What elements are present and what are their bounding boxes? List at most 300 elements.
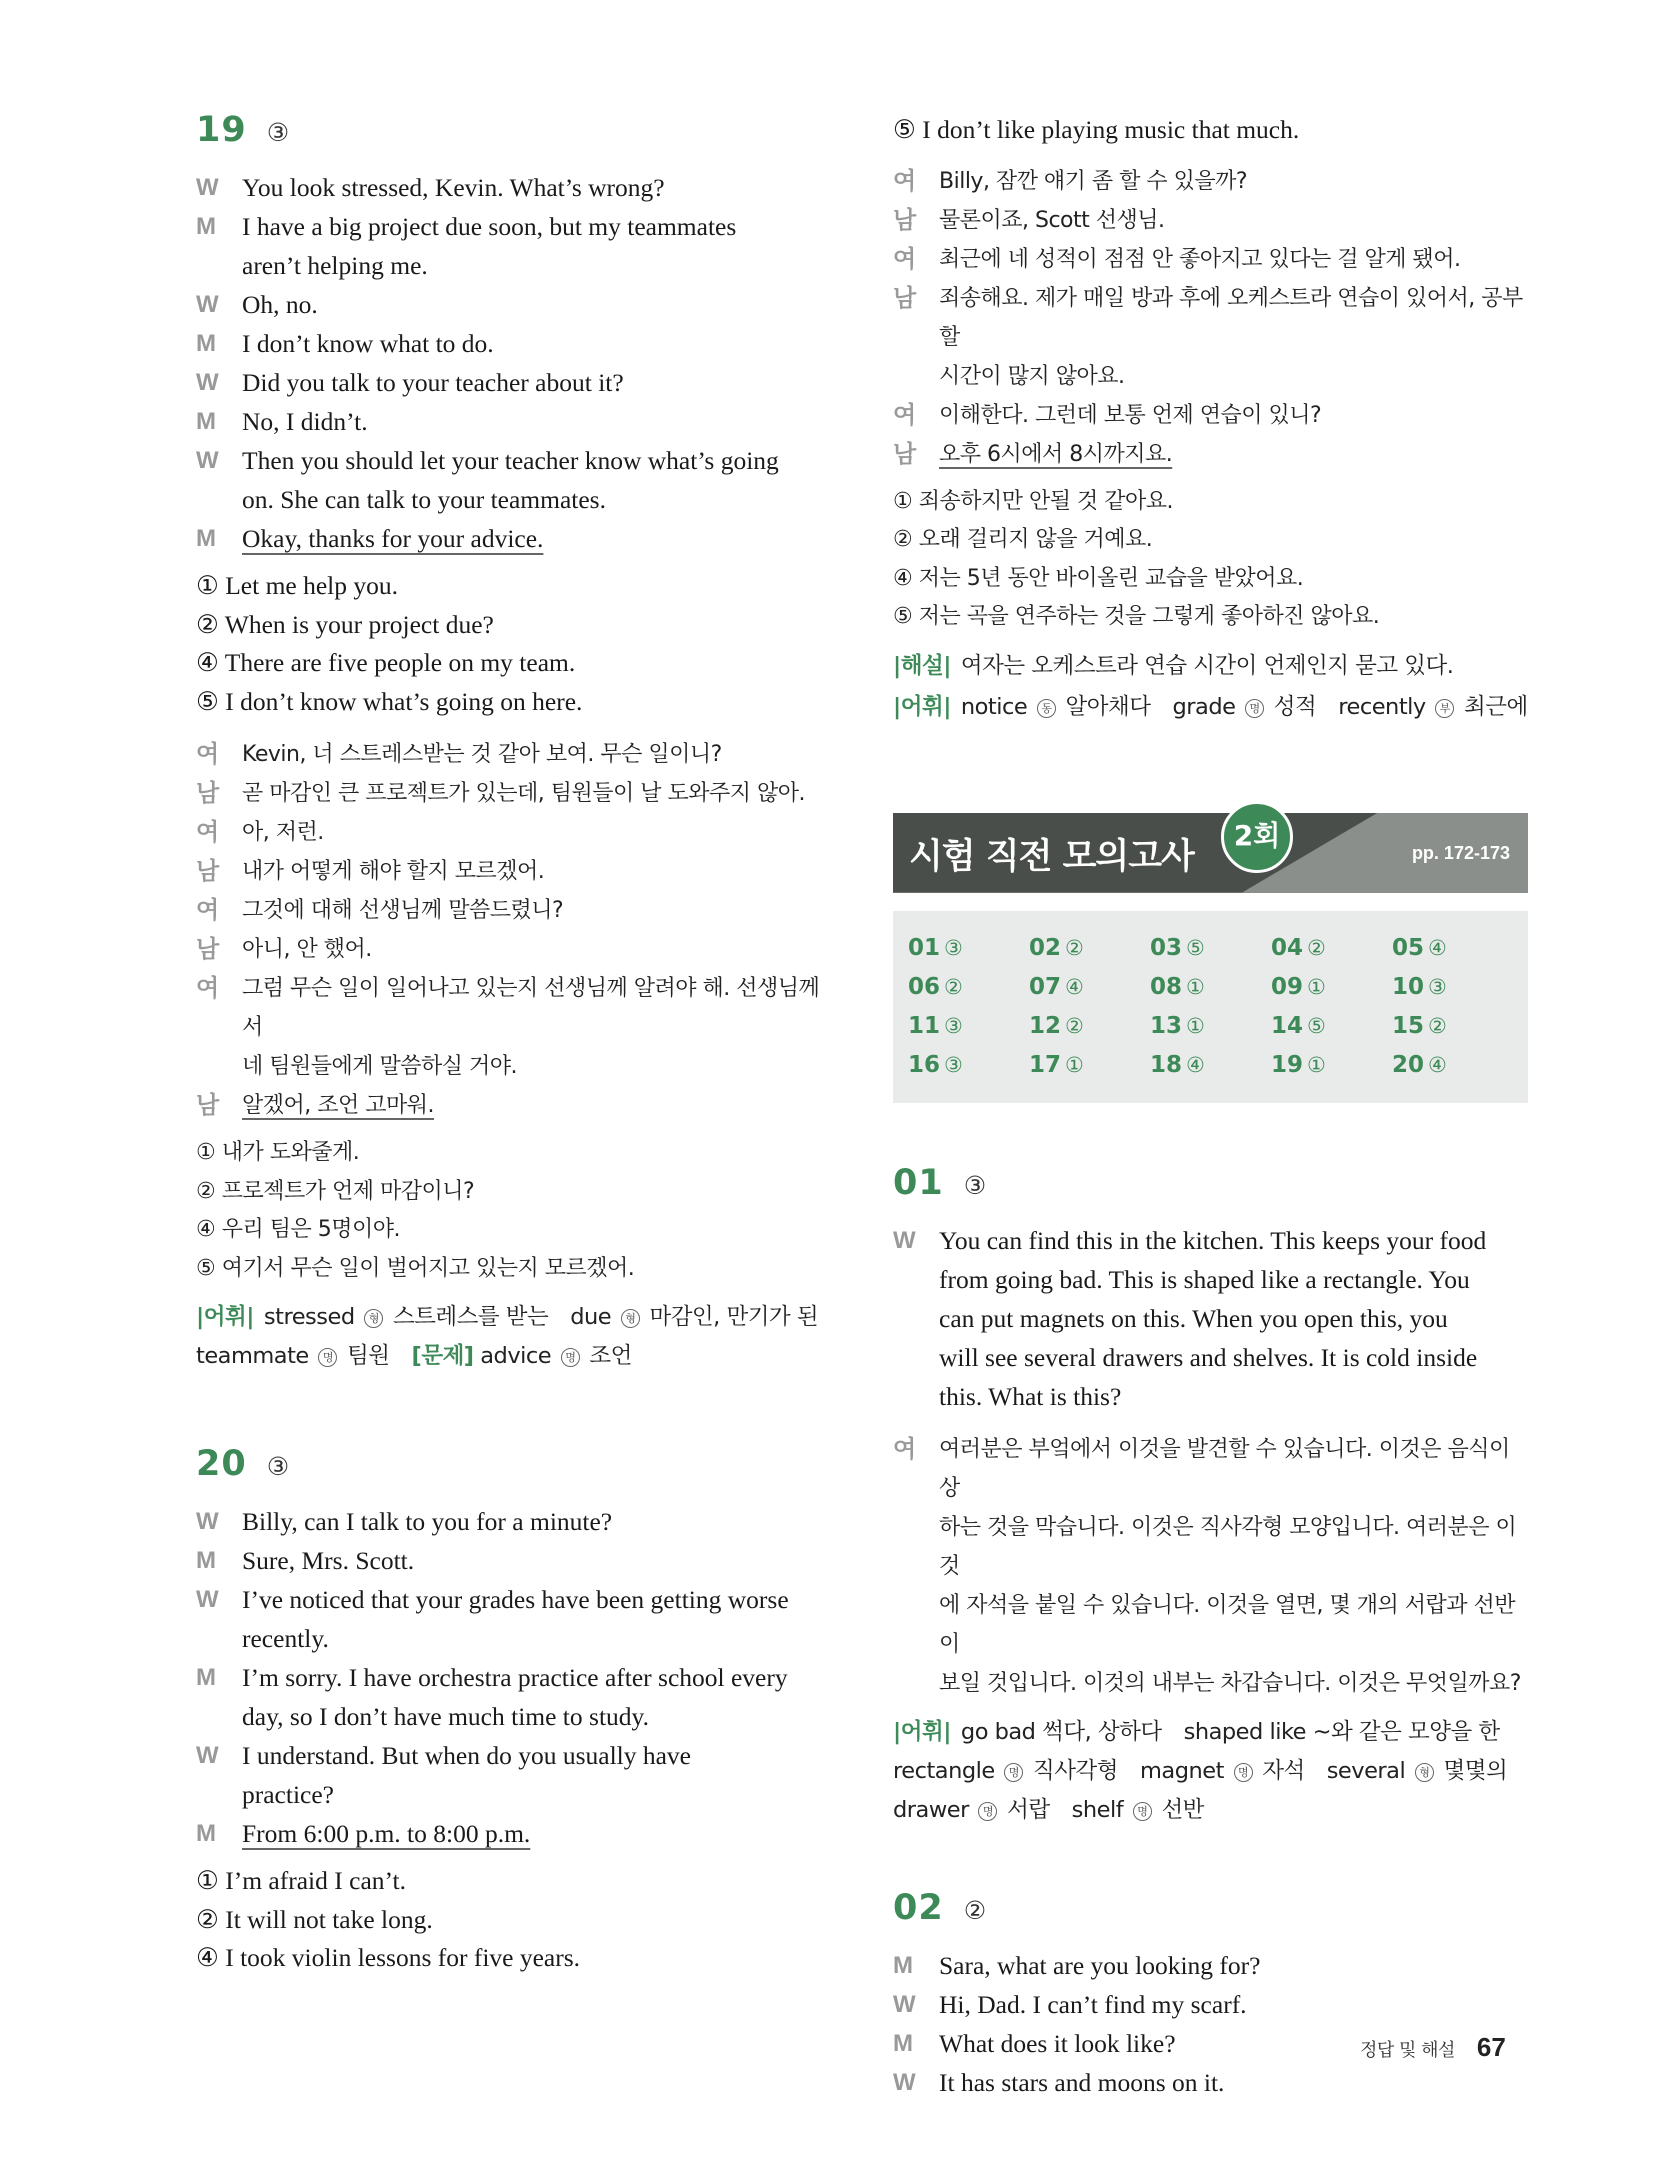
question-number: 01 [893,1162,944,1203]
dialogue-text: on. She can talk to your teammates. [242,485,606,514]
answer-number: 10 [1392,973,1425,1000]
pos-mark: 명 [318,1348,337,1367]
answer-option: ⑤ I don’t like playing music that much. [893,115,1300,144]
pos-mark: 명 [1234,1763,1253,1782]
dialogue-text: What does it look like? [939,2028,1176,2058]
vocab-meaning: 스트레스를 받는 [392,1304,549,1330]
left-column [196,110,832,1978]
dialogue-text: I’m sorry. I have orchestra practice after school every [242,1663,788,1692]
answer-choice: ② [944,974,963,999]
dialogue-text: I don’t know what to do. [242,329,494,358]
vocab-word: teammate [196,1343,309,1369]
vocab-meaning: 최근에 [1464,693,1528,720]
answer-choice: ① [1307,974,1326,999]
answer-number: 12 [1029,1012,1062,1039]
vocab-meaning: 마감인, 만기가 된 [649,1304,819,1330]
dialogue-text: practice? [242,1780,335,1809]
dialogue-line [893,435,1528,474]
answer-choice: ③ [944,1052,963,1077]
dialogue-text: 시간이 많지 않아요. [939,363,1125,389]
answer-choice: ④ [1186,1052,1205,1077]
vocab-word: shaped like [1183,1718,1307,1745]
dialogue-line [893,1338,1528,1377]
vocab-meaning: 서랍 [1007,1796,1050,1823]
answer-number: 17 [1029,1051,1062,1078]
answer-number: 19 [1271,1051,1304,1078]
answer-number: 18 [1150,1051,1183,1078]
answer-choice: ① [1065,1052,1084,1077]
answer-option: ① Let me help you. [196,571,399,600]
vocab-word: notice [960,693,1028,720]
answer-option: ① 내가 도와줄게. [196,1140,360,1165]
dialogue-text: from going bad. This is shaped like a rectangle. You [939,1264,1470,1294]
speaker-label: W [196,447,219,474]
speaker-label [893,1338,939,1377]
dialogue-text: Okay, thanks for your advice. [242,524,544,553]
dialogue-en [893,1946,1528,2102]
vocab-meaning: 자석 [1262,1757,1305,1784]
round-badge: 2회 [1221,801,1293,873]
test-banner [893,813,1528,893]
answer-choice: ④ [1428,1052,1447,1077]
dialogue-ko [893,162,1528,474]
dialogue-line [196,519,832,558]
pos-mark: 명 [1133,1802,1152,1821]
speaker-label: 남 [196,1092,220,1119]
answer-option: ② 프로젝트가 언제 마감이니? [196,1178,475,1204]
speaker-label: W [196,1586,219,1613]
speaker-label: W [196,1508,219,1535]
answer-grid [893,911,1528,1103]
answer-choice: ① [1186,1013,1205,1038]
page-range: pp. 172-173 [1411,842,1510,863]
answer-number: 02 [1029,934,1062,961]
answer-cell [908,1048,1029,1083]
vocab-word: shelf [1071,1796,1124,1823]
dialogue-text: 곧 마감인 큰 프로젝트가 있는데, 팀원들이 날 도와주지 않아. [242,781,805,806]
speaker-label: M [196,1664,216,1691]
speaker-label: 여 [893,1435,917,1463]
speaker-label: 여 [196,819,220,846]
dialogue-line [196,246,832,285]
speaker-label: 남 [196,936,220,963]
speaker-label: M [196,525,216,552]
speaker-label: W [196,1742,219,1769]
dialogue-line [196,1619,832,1658]
dialogue-text: this. What is this? [939,1381,1122,1411]
vocab-word: due [570,1304,612,1330]
speaker-label [893,1260,939,1299]
question-answer: ③ [266,118,290,147]
dialogue-line [893,240,1528,279]
dialogue-text: 네 팀원들에게 말씀하실 거야. [242,1054,517,1079]
dialogue-line [893,1221,1528,1260]
vocab-meaning: ~와 같은 모양을 한 [1312,1718,1500,1745]
answer-option: ⑤ 저는 곡을 연주하는 것을 그렇게 좋아하진 않아요. [893,604,1380,629]
answer-choice: ② [1065,935,1084,960]
dialogue-line [196,930,832,969]
dialogue-text: day, so I don’t have much time to study. [242,1702,649,1731]
vocab-word: several [1326,1757,1406,1784]
answer-cell [1392,1009,1513,1044]
answer-number: 01 [908,934,941,961]
speaker-label [196,1697,242,1736]
answer-option: ② When is your project due? [196,609,494,639]
speaker-label: M [196,408,216,435]
page-footer [1360,2032,1506,2063]
vocab-word: go bad [960,1718,1036,1745]
speaker-label: W [196,291,219,318]
answer-cell [1029,970,1150,1005]
dialogue-text: 보일 것입니다. 이것의 내부는 차갑습니다. 이것은 무엇일까요? [939,1670,1521,1696]
dialogue-ko [196,735,832,1125]
vocab-tag: |어휘| [196,1304,254,1330]
answer-choice: ③ [944,1013,963,1038]
vocab-word: recently [1338,693,1426,720]
answer-choice: ⑤ [1307,1013,1326,1038]
vocab-word: drawer [893,1796,969,1823]
pos-mark: 동 [1037,699,1056,718]
answer-cell [1029,1009,1150,1044]
answer-choice: ④ [1428,935,1447,960]
dialogue-line [893,357,1528,396]
speaker-label [196,1047,242,1086]
dialogue-line [893,1508,1528,1586]
speaker-label: W [196,174,219,201]
answer-cell [1392,970,1513,1005]
dialogue-text: Oh, no. [242,290,318,319]
speaker-label: 여 [196,741,220,768]
dialogue-line [893,1260,1528,1299]
dialogue-text: 아, 저런. [242,820,324,845]
dialogue-text: Did you talk to your teacher about it? [242,368,624,397]
speaker-label: 남 [893,440,917,468]
vocabulary [893,688,1528,727]
dialogue-text: 하는 것을 막습니다. 이것은 직사각형 모양입니다. 여러분은 이것 [939,1514,1517,1579]
dialogue-line [893,1985,1528,2024]
speaker-label [893,1299,939,1338]
right-column [893,111,1528,2102]
dialogue-line [196,324,832,363]
answer-number: 13 [1150,1012,1183,1039]
answer-choice: ④ [1065,974,1084,999]
speaker-label [893,1586,939,1664]
speaker-label: W [196,369,219,396]
answer-cell [908,970,1029,1005]
answer-option: ② 오래 걸리지 않을 거예요. [893,527,1153,552]
dialogue-line [893,396,1528,435]
dialogue-line [196,774,832,813]
speaker-label [196,480,242,519]
vocab-word: grade [1172,693,1236,720]
answer-number: 11 [908,1012,941,1039]
pos-mark: 형 [1415,1763,1434,1782]
dialogue-text: 죄송해요. 제가 매일 방과 후에 오케스트라 연습이 있어서, 공부할 [939,285,1523,350]
speaker-label [893,1377,939,1416]
dialogue-line [893,162,1528,201]
dialogue-text: 물론이죠, Scott 선생님. [939,207,1165,233]
dialogue-line [196,168,832,207]
dialogue-text: 내가 어떻게 해야 할지 모르겠어. [242,859,545,884]
speaker-label: W [893,2068,916,2096]
dialogue-text: Kevin, 너 스트레스받는 것 같아 보여. 무슨 일이니? [242,742,722,767]
dialogue-line [196,285,832,324]
speaker-label: 여 [893,167,917,195]
answer-option: ② It will not take long. [196,1904,433,1934]
options-ko [196,1134,832,1288]
speaker-label: 남 [893,284,917,312]
pos-mark: 명 [978,1802,997,1821]
dialogue-text: 여러분은 부엌에서 이것을 발견할 수 있습니다. 이것은 음식이 상 [939,1436,1510,1501]
options-en [196,567,832,721]
answer-number: 16 [908,1051,941,1078]
answer-option: ⑤ I don’t know what’s going on here. [196,686,583,716]
dialogue-text: Sure, Mrs. Scott. [242,1546,415,1575]
dialogue-line [196,813,832,852]
pos-mark: 명 [561,1348,580,1367]
vocab-tag: |어휘| [893,693,951,720]
speaker-label: 남 [196,858,220,885]
answer-number: 05 [1392,934,1425,961]
dialogue-en [196,168,832,558]
speaker-label: M [196,330,216,357]
dialogue-text: will see several drawers and shelves. It is cold inside [939,1342,1478,1372]
problem-tag: [문제] [411,1343,474,1369]
answer-choice: ① [1307,1052,1326,1077]
answer-choice: ⑤ [1186,935,1205,960]
answer-cell [1271,1048,1392,1083]
dialogue-line [893,1377,1528,1416]
answer-choice: ② [1307,935,1326,960]
dialogue-line [196,1775,832,1814]
answer-number: 20 [1392,1051,1425,1078]
dialogue-text: I have a big project due soon, but my teammates [242,212,737,241]
dialogue-text: I understand. But when do you usually have [242,1741,692,1770]
speaker-label [196,246,242,285]
vocab-meaning: 조언 [589,1343,632,1369]
dialogue-line [196,969,832,1047]
dialogue-text: aren’t helping me. [242,251,428,280]
dialogue-text: I’ve noticed that your grades have been getting worse [242,1585,789,1614]
question-number: 20 [196,1444,247,1484]
dialogue-line [196,1580,832,1619]
answer-option: ④ There are five people on my team. [196,648,576,677]
vocab-tag: |어휘| [893,1718,951,1745]
answer-cell [908,1009,1029,1044]
dialogue-line [196,1502,832,1541]
dialogue-text: 아니, 안 했어. [242,937,372,962]
answer-cell [1150,1048,1271,1083]
vocab-word: magnet [1139,1757,1224,1784]
vocab-meaning: 선반 [1161,1796,1204,1823]
answer-option: ④ I took violin lessons for five years. [196,1943,581,1972]
answer-option: ① I’m afraid I can’t. [196,1866,407,1895]
answer-cell [1271,970,1392,1005]
dialogue-text: 최근에 네 성적이 점점 안 좋아지고 있다는 걸 알게 됐어. [939,246,1461,272]
vocab-meaning: 직사각형 [1033,1757,1118,1784]
answer-cell [1271,931,1392,966]
speaker-label: 여 [893,245,917,273]
question-header [196,110,832,150]
answer-cell [908,931,1029,966]
explanation [893,647,1528,686]
dialogue-text: Sara, what are you looking for? [939,1950,1261,1980]
speaker-label: M [893,1951,913,1979]
dialogue-line [196,402,832,441]
speaker-label: M [196,1547,216,1574]
answer-number: 03 [1150,934,1183,961]
dialogue-line [893,1664,1528,1703]
pos-mark: 명 [1004,1763,1023,1782]
dialogue-line [196,891,832,930]
answer-number: 09 [1271,973,1304,1000]
dialogue-line [893,201,1528,240]
dialogue-text: You can find this in the kitchen. This keeps your food [939,1225,1487,1255]
answer-number: 14 [1271,1012,1304,1039]
speaker-label: 여 [196,975,220,1002]
speaker-label: 남 [893,206,917,234]
dialogue-text: You look stressed, Kevin. What’s wrong? [242,173,665,202]
dialogue-line [893,1586,1528,1664]
answer-option: ① 죄송하지만 안될 것 같아요. [893,488,1173,514]
dialogue-line [196,363,832,402]
page-number: 67 [1476,2032,1506,2062]
question-number: 19 [196,110,247,150]
dialogue-text: From 6:00 p.m. to 8:00 p.m. [242,1819,531,1848]
vocab-meaning: 몇몇의 [1443,1757,1508,1784]
dialogue-line [893,2063,1528,2102]
vocabulary [893,1713,1528,1830]
speaker-label: W [893,1990,916,2018]
speaker-label: 여 [893,401,917,429]
vocab-word: advice [480,1343,552,1369]
dialogue-text: 그럼 무슨 일이 일어나고 있는지 선생님께 알려야 해. 선생님께서 [242,976,820,1040]
answer-option: ④ 저는 5년 동안 바이올린 교습을 받았어요. [893,565,1304,591]
speaker-label: W [893,1226,916,1254]
dialogue-text: 에 자석을 붙일 수 있습니다. 이것을 열면, 몇 개의 서랍과 선반이 [939,1592,1515,1657]
answer-cell [1029,1048,1150,1083]
answer-option: ⑤ 여기서 무슨 일이 벌어지고 있는지 모르겠어. [196,1255,635,1281]
speaker-label: 여 [196,897,220,924]
answer-option: ④ 우리 팀은 5명이야. [196,1217,400,1242]
speaker-label [196,1775,242,1814]
pos-mark: 형 [621,1309,640,1328]
answer-cell [1392,1048,1513,1083]
options-en [196,1862,832,1978]
dialogue-text: Billy, 잠깐 얘기 좀 할 수 있을까? [939,168,1248,194]
dialogue-line [893,1299,1528,1338]
pos-mark: 형 [364,1309,383,1328]
answer-choice: ② [1065,1013,1084,1038]
answer-cell [1150,1009,1271,1044]
dialogue-text: Hi, Dad. I can’t find my scarf. [939,1989,1247,2019]
dialogue-line [196,852,832,891]
explain-tag: |해설| [893,652,951,679]
answer-choice: ③ [1428,974,1447,999]
question-header [893,1888,1528,1928]
vocab-meaning: 썩다, 상하다 [1042,1718,1162,1745]
vocab-word: rectangle [893,1757,995,1784]
dialogue-en [196,1502,832,1853]
vocabulary [196,1298,832,1376]
speaker-label: M [893,2029,913,2057]
dialogue-text: It has stars and moons on it. [939,2067,1225,2097]
dialogue-line [196,1736,832,1775]
speaker-label: M [196,213,216,240]
dialogue-text: 이해한다. 그런데 보통 언제 연습이 있니? [939,402,1322,428]
dialogue-line [196,441,832,480]
dialogue-text: Then you should let your teacher know what’s going [242,446,779,475]
dialogue-text: Billy, can I talk to you for a minute? [242,1507,613,1536]
answer-choice: ① [1186,974,1205,999]
banner-title: 시험 직전 모의고사 [909,836,1194,877]
footer-text: 정답 및 해설 [1360,2040,1455,2061]
answer-cell [1392,931,1513,966]
answer-number: 15 [1392,1012,1425,1039]
question-answer: ③ [266,1452,290,1481]
dialogue-line [893,1430,1528,1508]
question-answer: ③ [963,1170,987,1200]
speaker-label [893,357,939,396]
answer-choice: ② [1428,1013,1447,1038]
dialogue-text: recently. [242,1624,329,1653]
dialogue-text: 알겠어, 조언 고마워. [242,1093,434,1118]
pos-mark: 명 [1245,699,1264,718]
vocab-meaning: 성적 [1273,693,1317,720]
dialogue-line [196,1086,832,1125]
options-en [893,111,1528,150]
dialogue-line [196,1814,832,1853]
answer-number: 04 [1271,934,1304,961]
dialogue-text: No, I didn’t. [242,407,368,436]
dialogue-line [893,279,1528,357]
question-answer: ② [963,1895,987,1925]
dialogue-line [196,1658,832,1697]
dialogue-line [196,735,832,774]
dialogue-line [196,1047,832,1086]
answer-cell [1150,931,1271,966]
explain-text: 여자는 오케스트라 연습 시간이 언제인지 묻고 있다. [960,652,1454,679]
options-ko [893,483,1528,637]
dialogue-text: 그것에 대해 선생님께 말씀드렸니? [242,898,564,923]
answer-cell [1271,1009,1392,1044]
dialogue-line [196,207,832,246]
vocab-meaning: 팀원 [347,1343,390,1369]
dialogue-line [196,480,832,519]
dialogue-en [893,1221,1528,1416]
pos-mark: 부 [1435,699,1454,718]
question-header [196,1444,832,1484]
speaker-label: M [196,1820,216,1847]
vocab-word: stressed [263,1304,355,1330]
vocab-meaning: 알아채다 [1065,693,1151,720]
question-number: 02 [893,1887,944,1928]
question-header [893,1163,1528,1203]
dialogue-line [196,1697,832,1736]
answer-choice: ③ [944,935,963,960]
speaker-label: 남 [196,780,220,807]
speaker-label [893,1664,939,1703]
dialogue-line [893,1946,1528,1985]
answer-number: 07 [1029,973,1062,1000]
answer-cell [1150,970,1271,1005]
dialogue-ko [893,1430,1528,1703]
dialogue-text: 오후 6시에서 8시까지요. [939,441,1173,467]
speaker-label [893,1508,939,1586]
dialogue-line [196,1541,832,1580]
speaker-label [196,1619,242,1658]
answer-number: 08 [1150,973,1183,1000]
